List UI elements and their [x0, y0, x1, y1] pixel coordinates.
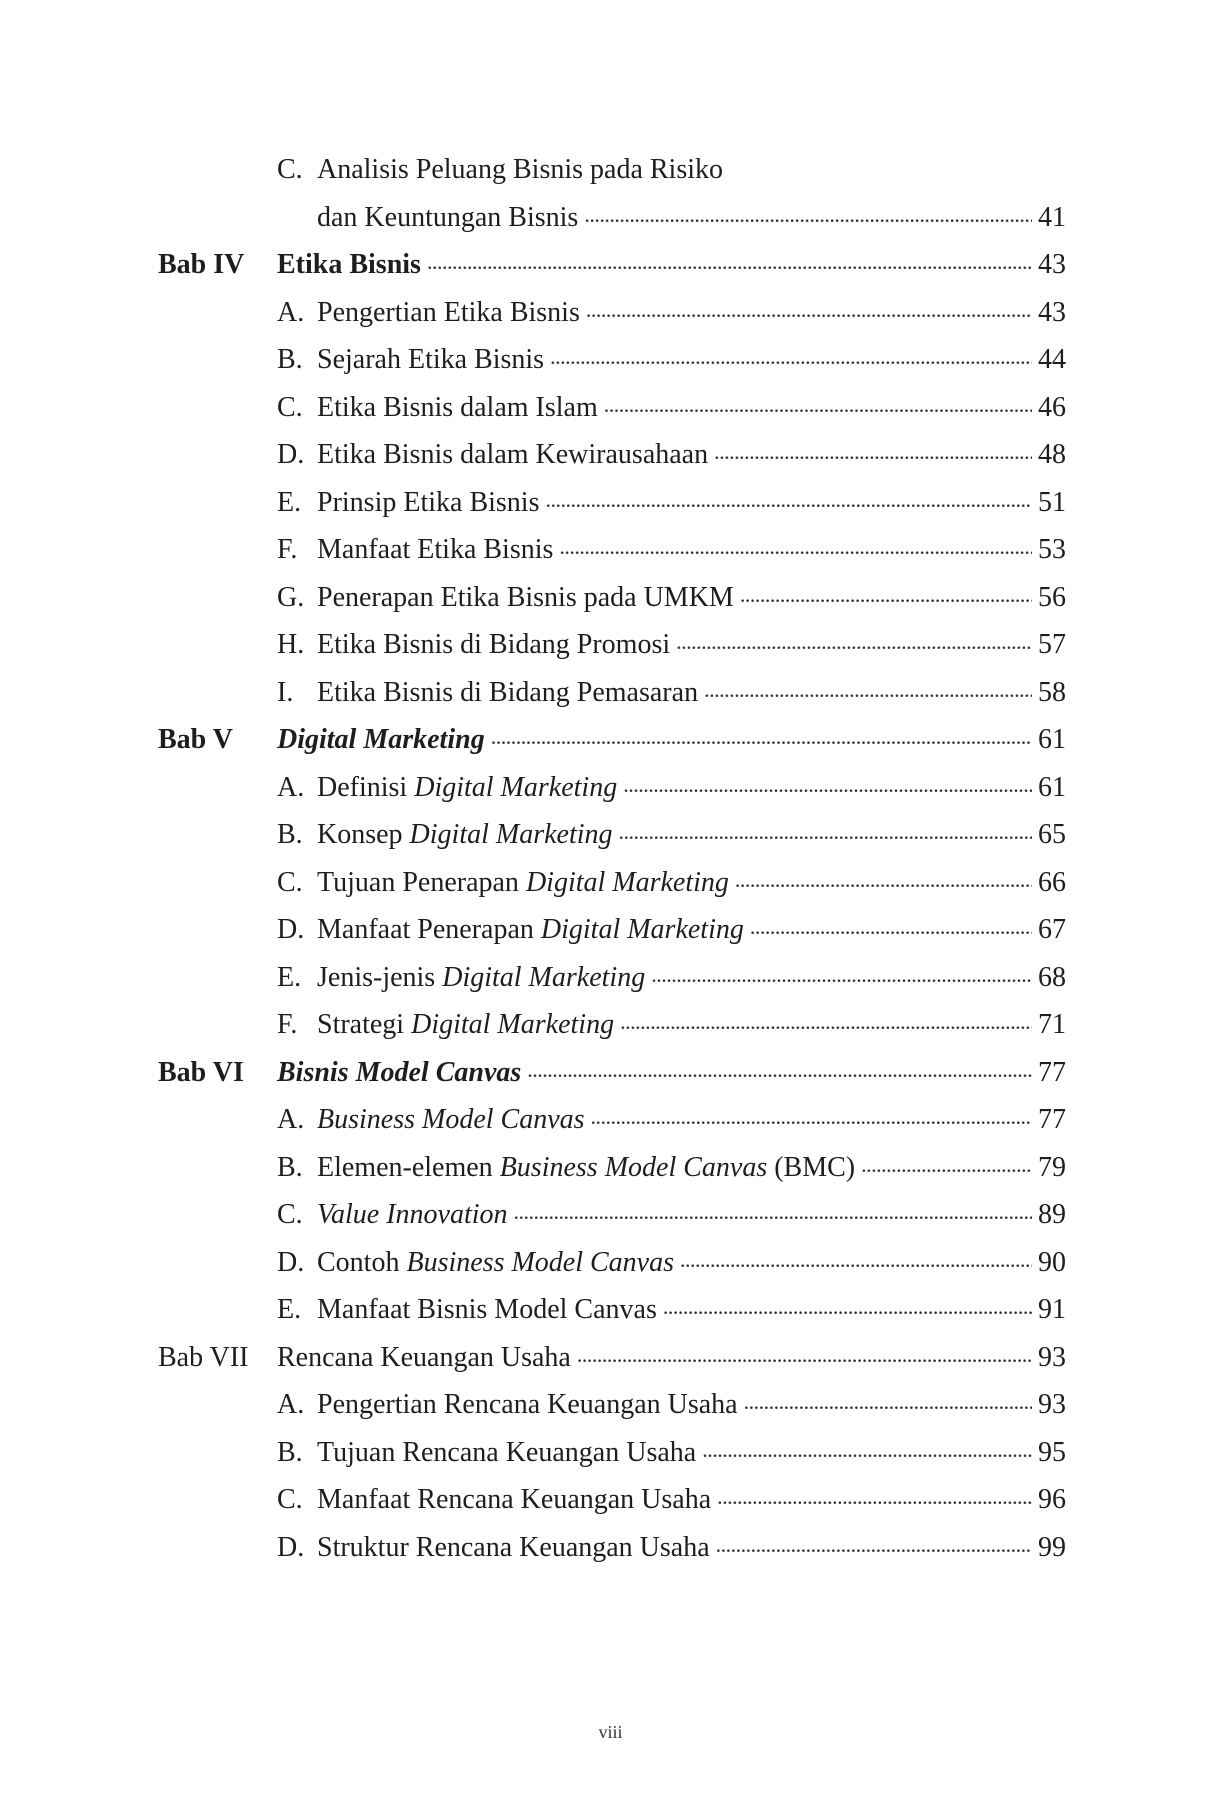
entry-title-italic: Digital Marketing [540, 914, 744, 945]
toc-row [0, 1286, 1221, 1334]
toc-row [0, 1049, 1221, 1097]
toc-row [0, 906, 1221, 954]
entry-page-number: 66 [1038, 866, 1066, 898]
dot-leader [620, 1005, 1032, 1033]
entry-title [317, 669, 698, 717]
entry-title-text: Etika Bisnis dalam Islam [317, 391, 598, 423]
entry-title-text: Bisnis Model Canvas [277, 1056, 522, 1088]
entry-title [317, 1239, 674, 1287]
entry-title-text: Etika Bisnis [277, 249, 421, 280]
entry-letter: C. [277, 391, 303, 423]
entry-title-text: Manfaat Bisnis Model Canvas [317, 1294, 657, 1325]
chapter-label: Bab V [158, 724, 233, 755]
toc-row [0, 1524, 1221, 1572]
entry-letter: A. [277, 771, 305, 803]
entry-letter: A. [277, 296, 305, 328]
entry-page-number: 71 [1038, 1009, 1066, 1040]
toc-row [0, 954, 1221, 1002]
entry-title-text: Analisis Peluang Bisnis pada Risiko [317, 154, 723, 185]
entry-title [317, 811, 613, 859]
dot-leader [744, 1385, 1032, 1413]
entry-title [317, 146, 723, 194]
dot-leader [491, 720, 1032, 748]
entry-title-text: Manfaat Rencana Keuangan Usaha [317, 1484, 712, 1515]
entry-title-italic: Digital Marketing [414, 771, 618, 803]
entry-title-italic: Digital Marketing [411, 1009, 615, 1040]
entry-title-text: Tujuan Penerapan [317, 866, 526, 898]
dot-leader [559, 530, 1032, 558]
entry-page-number: 79 [1038, 1151, 1066, 1183]
entry-title [317, 621, 670, 669]
entry-page-number: 57 [1038, 629, 1066, 660]
entry-title-text: Sejarah Etika Bisnis [317, 344, 545, 375]
toc-entry[interactable] [277, 384, 1066, 432]
toc-row [0, 194, 1221, 242]
entry-letter: E. [277, 1294, 302, 1325]
entry-page-number: 96 [1038, 1484, 1066, 1515]
entry-letter: C. [277, 1484, 303, 1515]
dot-leader [740, 578, 1032, 606]
toc-entry[interactable] [277, 1191, 1066, 1239]
entry-title-italic: Digital Marketing [525, 866, 729, 898]
toc-entry[interactable] [277, 1524, 1066, 1572]
toc-entry[interactable] [277, 146, 1066, 194]
entry-letter: C. [277, 154, 303, 185]
entry-title [317, 1524, 710, 1572]
toc-entry[interactable] [277, 574, 1066, 622]
toc-row [0, 479, 1221, 527]
chapter-label: Bab VII [158, 1341, 249, 1373]
entry-title-italic: Business Model Canvas [317, 1104, 585, 1135]
dot-leader [623, 768, 1032, 796]
entry-page-number: 41 [1038, 201, 1066, 233]
toc-row [0, 621, 1221, 669]
entry-title [317, 859, 729, 907]
entry-title [317, 1429, 696, 1477]
dot-leader [550, 340, 1032, 368]
toc-entry[interactable] [277, 1334, 1066, 1382]
entry-letter: H. [277, 629, 305, 660]
entry-title-text: Pengertian Etika Bisnis [317, 296, 580, 328]
entry-title [317, 954, 645, 1002]
dot-leader [514, 1195, 1032, 1223]
toc-row [0, 811, 1221, 859]
toc-entry[interactable] [277, 764, 1066, 812]
entry-page-number: 77 [1038, 1056, 1066, 1088]
entry-letter: C. [277, 866, 303, 898]
toc-entry[interactable] [277, 621, 1066, 669]
toc-entry[interactable] [277, 336, 1066, 384]
entry-title-text: Manfaat Penerapan [317, 914, 541, 945]
dot-leader [735, 863, 1032, 891]
entry-title [317, 574, 734, 622]
entry-letter: F. [277, 1009, 298, 1040]
toc-entry[interactable] [277, 906, 1066, 954]
toc-entry[interactable] [277, 479, 1066, 527]
toc-row [0, 146, 1221, 194]
dot-leader [586, 293, 1032, 321]
dot-leader [680, 1243, 1032, 1271]
entry-letter: B. [277, 1436, 303, 1468]
dot-leader [861, 1148, 1032, 1176]
entry-title [317, 384, 598, 432]
entry-title [317, 764, 617, 812]
entry-title-text: Penerapan Etika Bisnis pada UMKM [317, 581, 734, 613]
entry-page-number: 43 [1038, 249, 1066, 280]
dot-leader [527, 1053, 1032, 1081]
entry-title [317, 194, 578, 242]
entry-letter: B. [277, 819, 303, 850]
dot-leader [714, 435, 1032, 463]
entry-title [317, 336, 544, 384]
entry-letter: C. [277, 1199, 303, 1230]
page-number: viii [598, 1722, 623, 1742]
toc-row [0, 764, 1221, 812]
dot-leader [717, 1480, 1032, 1508]
toc-entry[interactable] [277, 526, 1066, 574]
dot-leader [702, 1433, 1032, 1461]
entry-letter: A. [277, 1104, 305, 1135]
entry-title-text: Konsep [317, 819, 410, 850]
entry-title [277, 241, 421, 289]
entry-title [277, 1334, 571, 1382]
entry-page-number: 61 [1038, 771, 1066, 803]
entry-title [317, 1381, 738, 1429]
toc-row [0, 384, 1221, 432]
dot-leader [651, 958, 1032, 986]
entry-title-text: Struktur Rencana Keuangan Usaha [317, 1531, 710, 1563]
dot-leader [591, 1100, 1032, 1128]
dot-leader [750, 910, 1032, 938]
toc-entry[interactable] [277, 1381, 1066, 1429]
chapter-label: Bab VI [158, 1056, 244, 1088]
toc-entry[interactable] [277, 241, 1066, 289]
entry-title [317, 906, 744, 954]
entry-letter: F. [277, 534, 298, 565]
entry-title-text: Contoh [317, 1246, 407, 1278]
entry-page-number: 51 [1038, 486, 1066, 518]
entry-letter: E. [277, 486, 302, 518]
entry-page-number: 95 [1038, 1436, 1066, 1468]
toc-row [0, 1096, 1221, 1144]
toc-row [0, 1144, 1221, 1192]
entry-title-italic: Digital Marketing [409, 819, 613, 850]
entry-title [317, 431, 708, 479]
entry-page-number: 43 [1038, 296, 1066, 328]
entry-page-number: 65 [1038, 819, 1066, 850]
entry-letter: B. [277, 344, 303, 375]
entry-letter: D. [277, 439, 305, 470]
entry-title-text: Tujuan Rencana Keuangan Usaha [317, 1436, 697, 1468]
entry-title-italic: Business Model Canvas [499, 1151, 768, 1183]
dot-leader [676, 625, 1032, 653]
toc-entry[interactable] [277, 859, 1066, 907]
entry-page-number: 56 [1038, 581, 1066, 613]
dot-leader [545, 483, 1032, 511]
entry-page-number: 93 [1038, 1341, 1066, 1373]
toc-row [0, 289, 1221, 337]
entry-title [317, 1144, 855, 1192]
entry-page-number: 93 [1038, 1389, 1066, 1420]
toc-row [0, 1001, 1221, 1049]
entry-title-text: dan Keuntungan Bisnis [317, 201, 579, 233]
toc-row [0, 1191, 1221, 1239]
entry-letter: G. [277, 581, 305, 613]
entry-letter: D. [277, 914, 305, 945]
toc-row [0, 526, 1221, 574]
toc-entry[interactable] [277, 1239, 1066, 1287]
entry-title-text: Digital Marketing [277, 724, 485, 755]
entry-page-number: 46 [1038, 391, 1066, 423]
entry-title [317, 526, 553, 574]
entry-letter: D. [277, 1246, 305, 1278]
dot-leader [704, 673, 1032, 701]
entry-title-text: Elemen-elemen [317, 1151, 500, 1183]
entry-title-text: Definisi [317, 771, 415, 803]
entry-title [317, 1096, 585, 1144]
toc-entry[interactable] [277, 1429, 1066, 1477]
toc-row [0, 1476, 1221, 1524]
toc-entry[interactable] [277, 289, 1066, 337]
toc-row [0, 1239, 1221, 1287]
entry-letter: A. [277, 1389, 305, 1420]
entry-title [317, 1191, 508, 1239]
toc-row [0, 574, 1221, 622]
entry-page-number: 53 [1038, 534, 1066, 565]
entry-letter: D. [277, 1531, 305, 1563]
entry-title-text: Pengertian Rencana Keuangan Usaha [317, 1389, 738, 1420]
table-of-contents [0, 146, 1221, 1571]
entry-page-number: 90 [1038, 1246, 1066, 1278]
entry-title-italic: Digital Marketing [442, 961, 646, 993]
entry-title-text: Jenis-jenis [317, 961, 443, 993]
entry-title-italic: Business Model Canvas [406, 1246, 674, 1278]
toc-row [0, 336, 1221, 384]
entry-title-text: Strategi [317, 1009, 412, 1040]
dot-leader [716, 1528, 1032, 1556]
entry-page-number: 44 [1038, 344, 1066, 375]
dot-leader [584, 198, 1032, 226]
toc-row [0, 669, 1221, 717]
toc-entry[interactable] [277, 1049, 1066, 1097]
toc-entry[interactable] [277, 1096, 1066, 1144]
entry-letter: I. [277, 676, 294, 708]
entry-title-text: Etika Bisnis dalam Kewirausahaan [317, 439, 709, 470]
entry-title [277, 1049, 521, 1097]
dot-leader [604, 388, 1032, 416]
toc-row [0, 241, 1221, 289]
entry-title-text: Prinsip Etika Bisnis [317, 486, 540, 518]
toc-row [0, 1429, 1221, 1477]
dot-leader [663, 1290, 1032, 1318]
toc-row [0, 716, 1221, 764]
entry-title-text: Rencana Keuangan Usaha [277, 1341, 571, 1373]
entry-page-number: 89 [1038, 1199, 1066, 1230]
entry-page-number: 48 [1038, 439, 1066, 470]
entry-letter: E. [277, 961, 302, 993]
entry-page-number: 61 [1038, 724, 1066, 755]
toc-row [0, 1334, 1221, 1382]
entry-title [317, 1476, 711, 1524]
toc-entry[interactable] [277, 1286, 1066, 1334]
entry-title-text: Etika Bisnis di Bidang Pemasaran [317, 676, 699, 708]
entry-page-number: 67 [1038, 914, 1066, 945]
entry-page-number: 77 [1038, 1104, 1066, 1135]
toc-entry[interactable] [277, 811, 1066, 859]
dot-leader [619, 815, 1032, 843]
entry-title [277, 716, 485, 764]
toc-row [0, 431, 1221, 479]
chapter-label: Bab IV [158, 249, 245, 280]
entry-title [317, 479, 539, 527]
toc-entry[interactable] [277, 1001, 1066, 1049]
toc-entry[interactable] [277, 431, 1066, 479]
toc-entry[interactable] [277, 1476, 1066, 1524]
entry-page-number: 68 [1038, 961, 1066, 993]
toc-entry[interactable] [277, 954, 1066, 1002]
entry-page-number: 91 [1038, 1294, 1066, 1325]
entry-page-number: 99 [1038, 1531, 1066, 1563]
entry-title-text: Etika Bisnis di Bidang Promosi [317, 629, 671, 660]
entry-title-suffix: (BMC) [767, 1151, 856, 1183]
entry-title [317, 289, 580, 337]
dot-leader [427, 245, 1032, 273]
toc-row [0, 859, 1221, 907]
entry-title [317, 1286, 657, 1334]
toc-entry[interactable] [277, 716, 1066, 764]
entry-page-number: 58 [1038, 676, 1066, 708]
entry-title [317, 1001, 614, 1049]
toc-entry[interactable] [277, 669, 1066, 717]
entry-letter: B. [277, 1151, 303, 1183]
entry-title-italic: Value Innovation [317, 1199, 508, 1230]
toc-row [0, 1381, 1221, 1429]
toc-entry[interactable] [277, 1144, 1066, 1192]
toc-entry[interactable] [317, 194, 1066, 242]
entry-title-text: Manfaat Etika Bisnis [317, 534, 554, 565]
dot-leader [577, 1338, 1032, 1366]
